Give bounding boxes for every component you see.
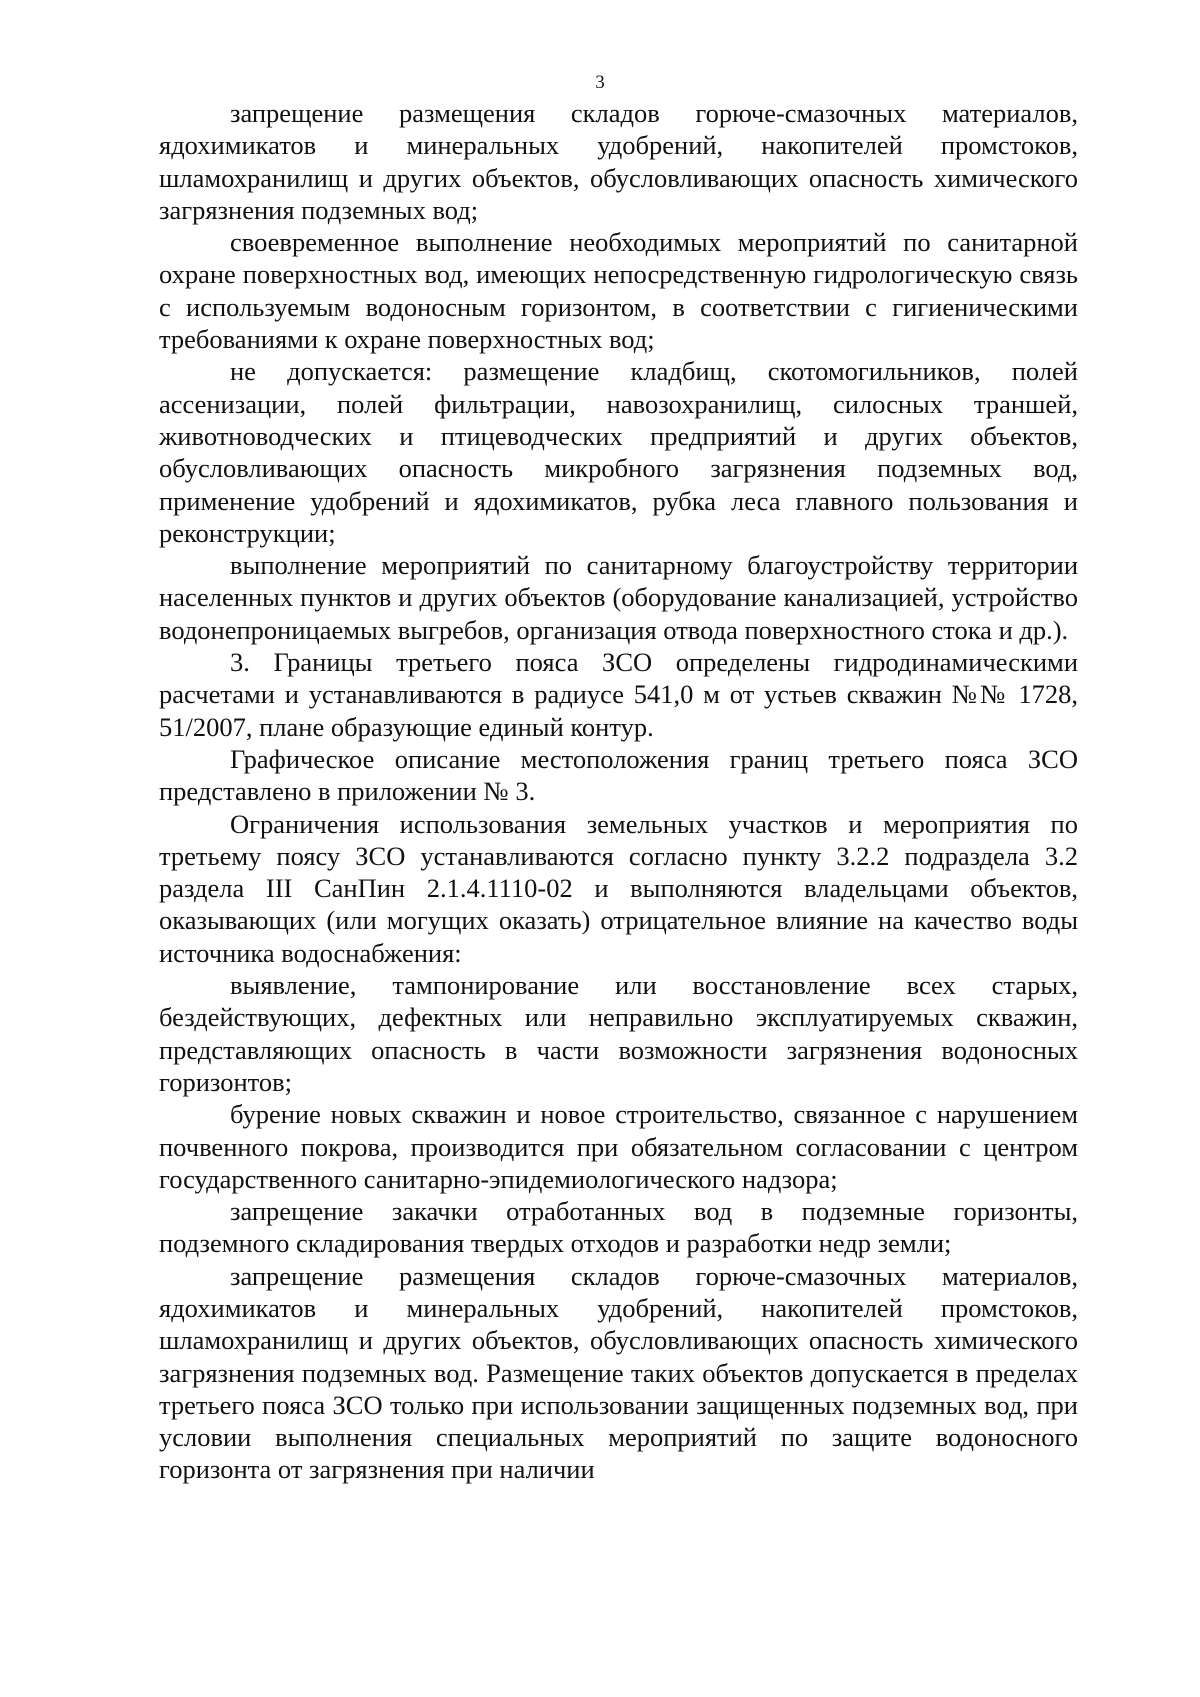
paragraph-sanitary-improvement: выполнение мероприятий по санитарному благоустройству территории населенных пунктов и других объектов (оборудование канализацией, устройство водонепроницаемых выгребов, организация отвода поверхностного стока и др.). — [159, 550, 1078, 645]
paragraph-surface-water-protection: своевременное выполнение необходимых мероприятий по санитарной охране поверхностных вод, имеющих непосредственную гидрологическую связь с используемым водоносным горизонтом, в соответствии с гигиеническими требованиями к охране поверхностных вод; — [159, 227, 1078, 355]
paragraph-injection-ban: запрещение закачки отработанных вод в подземные горизонты, подземного складирования твердых отходов и разработки недр земли; — [159, 1196, 1078, 1259]
paragraph-new-drilling: бурение новых скважин и новое строительство, связанное с нарушением почвенного покрова, производится при обязательном согласовании с центром государственного санитарно-эпидемиологического надзора; — [159, 1099, 1078, 1194]
paragraph-fuel-storage-ban: запрещение размещения складов горюче-смазочных материалов, ядохимикатов и минеральных удобрений, накопителей промстоков, шламохранилищ и других объектов, обусловливающих опасность химического загрязнения подземных вод; — [159, 98, 1078, 225]
paragraph-prohibited-objects: не допускается: размещение кладбищ, скотомогильников, полей ассенизации, полей фильтрации, навозохранилищ, силосных траншей, животноводческих и птицеводческих предприятий и других объектов, обусловливающих опасность микробного загрязнения подземных вод, применение удобрений и ядохимикатов, рубка леса главного пользования и реконструкции; — [159, 356, 1078, 548]
document-body — [159, 97, 1078, 1486]
page-number: 3 — [595, 72, 605, 93]
paragraph-fuel-storage-ban-third-zone: запрещение размещения складов горюче-смазочных материалов, ядохимикатов и минеральных удобрений, накопителей промстоков, шламохранилищ и других объектов, обусловливающих опасность химического загрязнения подземных вод. Размещение таких объектов допускается в пределах третьего пояса ЗСО только при использовании защищенных подземных вод, при условии выполнения специальных мероприятий по защите водоносного горизонта от загрязнения при наличии — [159, 1260, 1078, 1485]
paragraph-third-zone-boundaries: 3. Границы третьего пояса ЗСО определены гидродинамическими расчетами и устанавливаются в радиусе 541,0 м от устьев скважин №№ 1728, 51/2007, плане образующие единый контур. — [159, 647, 1078, 742]
paragraph-well-tamponing: выявление, тампонирование или восстановление всех старых, бездействующих, дефектных или неправильно эксплуатируемых скважин, представляющих опасность в части возможности загрязнения водоносных горизонтов; — [159, 970, 1078, 1097]
paragraph-land-use-restrictions: Ограничения использования земельных участков и мероприятия по третьему поясу ЗСО устанавливаются согласно пункту 3.2.2 подраздела 3.2 раздела III СанПин 2.1.4.1110-02 и выполняются владельцами объектов, оказывающих (или могущих оказать) отрицательное влияние на качество воды источника водоснабжения: — [159, 808, 1078, 968]
paragraph-graphic-description: Графическое описание местоположения границ третьего пояса ЗСО представлено в приложении № 3. — [159, 743, 1078, 807]
